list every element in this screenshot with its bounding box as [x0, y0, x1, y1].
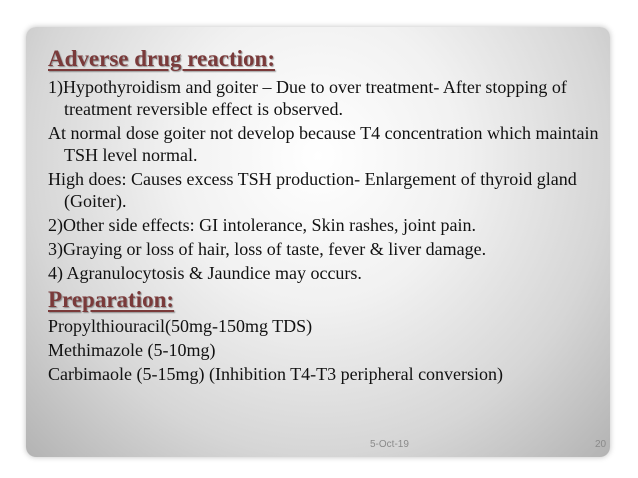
footer-page-number: 20: [595, 439, 607, 450]
adverse-line-5: 3)Graying or loss of hair, loss of taste, fever & liver damage.: [48, 239, 487, 259]
adverse-line-4: 2)Other side effects: GI intolerance, Skin rashes, joint pain.: [48, 215, 477, 235]
slide-body: [48, 45, 604, 387]
preparation-line-1: Propylthiouracil(50mg-150mg TDS): [48, 316, 313, 336]
preparation-line-2: Methimazole (5-10mg): [48, 340, 216, 360]
footer-date: 5-Oct-19: [370, 439, 409, 450]
adverse-line-1: 1)Hypothyroidism and goiter – Due to over treatment- After stopping of treatment reversible effect is observed.: [48, 77, 567, 119]
heading-preparation: Preparation:: [48, 287, 175, 312]
preparation-line-3: Carbimaole (5-15mg) (Inhibition T4-T3 peripheral conversion): [48, 364, 504, 384]
adverse-line-3: High does: Causes excess TSH production- Enlargement of thyroid gland (Goiter).: [48, 169, 577, 211]
adverse-line-2: At normal dose goiter not develop because T4 concentration which maintain TSH level normal.: [48, 123, 599, 165]
adverse-line-6: 4) Agranulocytosis & Jaundice may occurs.: [48, 263, 362, 283]
heading-adverse-drug-reaction: Adverse drug reaction:: [48, 46, 275, 71]
heading-preparation-wrap: [48, 286, 604, 314]
slide-content-panel: [26, 27, 610, 457]
heading-adverse-wrap: [48, 45, 604, 73]
